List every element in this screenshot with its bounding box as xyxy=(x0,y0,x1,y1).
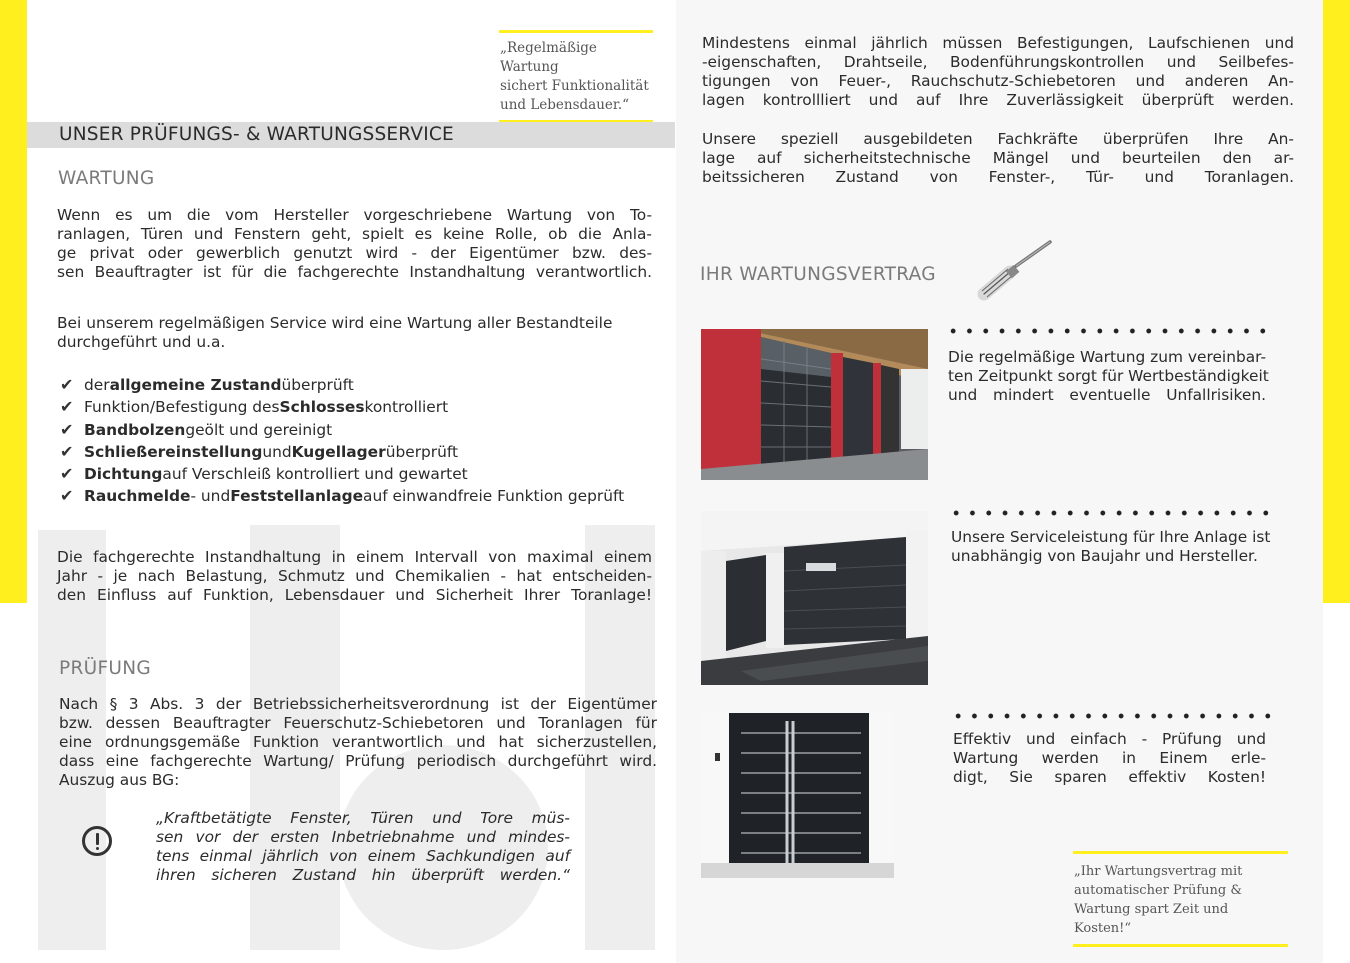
text-line: Auszug aus BG: xyxy=(59,771,180,789)
feature-text-value xyxy=(948,348,1269,405)
check-icon: ✔ xyxy=(60,397,74,417)
feature-text-effective xyxy=(953,730,1266,787)
text-line: ranlagen, Türen und Fenstern geht, spielt es keine Rolle, ob die Anla- xyxy=(57,225,652,243)
text-line: Mindestens einmal jährlich müssen Befestigungen, Laufschienen und xyxy=(702,34,1294,52)
pull-quote-top xyxy=(499,30,653,123)
section-title: UNSER PRÜFUNGS- & WARTUNGSSERVICE xyxy=(59,124,454,145)
text-line: digt, Sie sparen effektiv Kosten! xyxy=(953,768,1266,786)
text-line: bzw. dessen Beauftragter Feuerschutz-Schiebetoren und Toranlagen für xyxy=(59,714,657,732)
text-line: tigungen von Feuer-, Rauchschutz-Schiebetoren und anderen An- xyxy=(702,72,1294,90)
right-accent-bar xyxy=(1323,0,1350,603)
text-line: Effektiv und einfach - Prüfung und xyxy=(953,730,1266,748)
pruefung-paragraph xyxy=(59,695,657,790)
pruefung-heading: PRÜFUNG xyxy=(59,658,152,679)
quote-line: „Ihr Wartungsvertrag mit xyxy=(1074,864,1243,879)
quote-bottom-rule xyxy=(1073,944,1288,947)
exclamation-circle-icon xyxy=(82,826,112,856)
text-line: ge privat oder gewerblich genutzt wird - der Eigentümer bzw. des- xyxy=(57,244,652,262)
text-line: Wenn es um die vom Hersteller vorgeschriebene Wartung von To- xyxy=(57,206,652,224)
check-icon: ✔ xyxy=(60,375,74,394)
text-line: durchgeführt und u.a. xyxy=(57,333,226,351)
text-line: sen Beauftragter ist für die fachgerechte Instandhaltung verantwortlich. xyxy=(57,263,652,281)
text-line: unabhängig von Baujahr und Hersteller. xyxy=(951,547,1258,565)
pull-quote-bottom xyxy=(1073,851,1288,947)
quote-line: und Lebensdauer.“ xyxy=(500,97,630,113)
text-line: sen vor der ersten Inbetriebnahme und mindes- xyxy=(156,828,570,846)
check-icon: ✔ xyxy=(60,486,74,506)
text-line: ten Zeitpunkt sorgt für Wertbeständigkeit xyxy=(948,367,1269,385)
wartung-heading: WARTUNG xyxy=(58,168,155,189)
dotted-separator xyxy=(945,328,1270,334)
checklist-item: ✔ Dichtung auf Verschleiß kontrolliert und gewartet xyxy=(60,463,624,485)
quote-line: Wartung spart Zeit und Kosten!“ xyxy=(1074,902,1229,936)
checklist-item: ✔ Rauchmelde - und Feststellanlage auf einwandfreie Funktion geprüft xyxy=(60,485,624,507)
inspection-paragraph xyxy=(702,34,1294,110)
quote-line: „Regelmäßige Wartung xyxy=(500,40,597,75)
text-line: Unsere Serviceleistung für Ihre Anlage ist xyxy=(951,528,1271,546)
text-line: Unsere speziell ausgebildeten Fachkräfte überprüfen Ihre An- xyxy=(702,130,1294,148)
experts-paragraph xyxy=(702,130,1294,187)
checklist-item: ✔ Bandbolzen geölt und gereinigt xyxy=(60,419,624,441)
text-line: lagen kontrollliert und auf Ihre Zuverlässigkeit überprüft werden. xyxy=(702,91,1294,109)
checklist-item: ✔ Funktion/Befestigung des Schlosses kontrolliert xyxy=(60,396,624,418)
checklist-item: ✔ Schließereinstellung und Kugellager überprüft xyxy=(60,441,624,463)
service-intro xyxy=(57,314,657,352)
check-icon: ✔ xyxy=(60,419,74,439)
text-line: eine ordnungsgemäße Funktion verantwortlich und hat sicherzustellen, xyxy=(59,733,657,751)
left-accent-bar xyxy=(0,0,27,603)
section-title-bar xyxy=(27,122,675,148)
text-line: „Kraftbetätigte Fenster, Türen und Tore müs- xyxy=(156,809,570,827)
text-line: Die regelmäßige Wartung zum vereinbar- xyxy=(948,348,1267,366)
text-line: und mindert eventuelle Unfallrisiken. xyxy=(948,386,1266,404)
quote-line: automatischer Prüfung & xyxy=(1074,883,1242,898)
interval-paragraph xyxy=(57,548,652,605)
text-line: ihren sicheren Zustand hin überprüft werden.“ xyxy=(156,866,570,884)
text-line: Jahr - je nach Belastung, Schmutz und Chemikalien - hat entscheiden- xyxy=(57,567,652,585)
text-line: Wartung werden in Einem erle- xyxy=(953,749,1266,767)
text-line: Die fachgerechte Instandhaltung in einem Intervall von maximal einem xyxy=(57,548,652,566)
check-icon: ✔ xyxy=(60,441,74,461)
text-line: beitssicheren Zustand von Fenster-, Tür- und Toranlagen. xyxy=(702,168,1294,186)
text-line: dass eine fachgerechte Wartung/ Prüfung periodisch durchgeführt wird. xyxy=(59,752,657,770)
checklist-item: ✔ der allgemeine Zustand überprüft xyxy=(60,374,624,396)
text-line: -eigenschaften, Drahtseile, Bodenführungskontrollen und Seilbefes- xyxy=(702,53,1294,71)
feature-text-independence xyxy=(951,528,1271,566)
quote-line: sichert Funktionalität xyxy=(500,78,649,94)
text-line: den Einfluss auf Funktion, Lebensdauer und Sicherheit Ihrer Toranlage! xyxy=(57,586,652,604)
screwdriver-icon xyxy=(972,236,1062,306)
dotted-separator xyxy=(950,713,1273,719)
wartung-intro xyxy=(57,206,652,282)
legal-quote xyxy=(156,809,570,885)
photo-underground-garage-doors xyxy=(701,511,928,685)
text-line: lage auf sicherheitstechnische Mängel und beurteilen den ar- xyxy=(702,149,1294,167)
wartungsvertrag-heading: IHR WARTUNGSVERTRAG xyxy=(700,264,936,285)
photo-garage-doors-red-facade xyxy=(701,329,928,480)
text-line: Bei unserem regelmäßigen Service wird eine Wartung aller Bestandteile xyxy=(57,314,613,332)
text-line: tens einmal jährlich von einem Sachkundigen auf xyxy=(156,847,570,865)
check-icon: ✔ xyxy=(60,464,74,484)
photo-front-door xyxy=(701,713,894,878)
service-checklist xyxy=(60,374,624,508)
text-line: Nach § 3 Abs. 3 der Betriebssicherheitsverordnung ist der Eigentümer xyxy=(59,695,657,713)
dotted-separator xyxy=(948,510,1271,516)
